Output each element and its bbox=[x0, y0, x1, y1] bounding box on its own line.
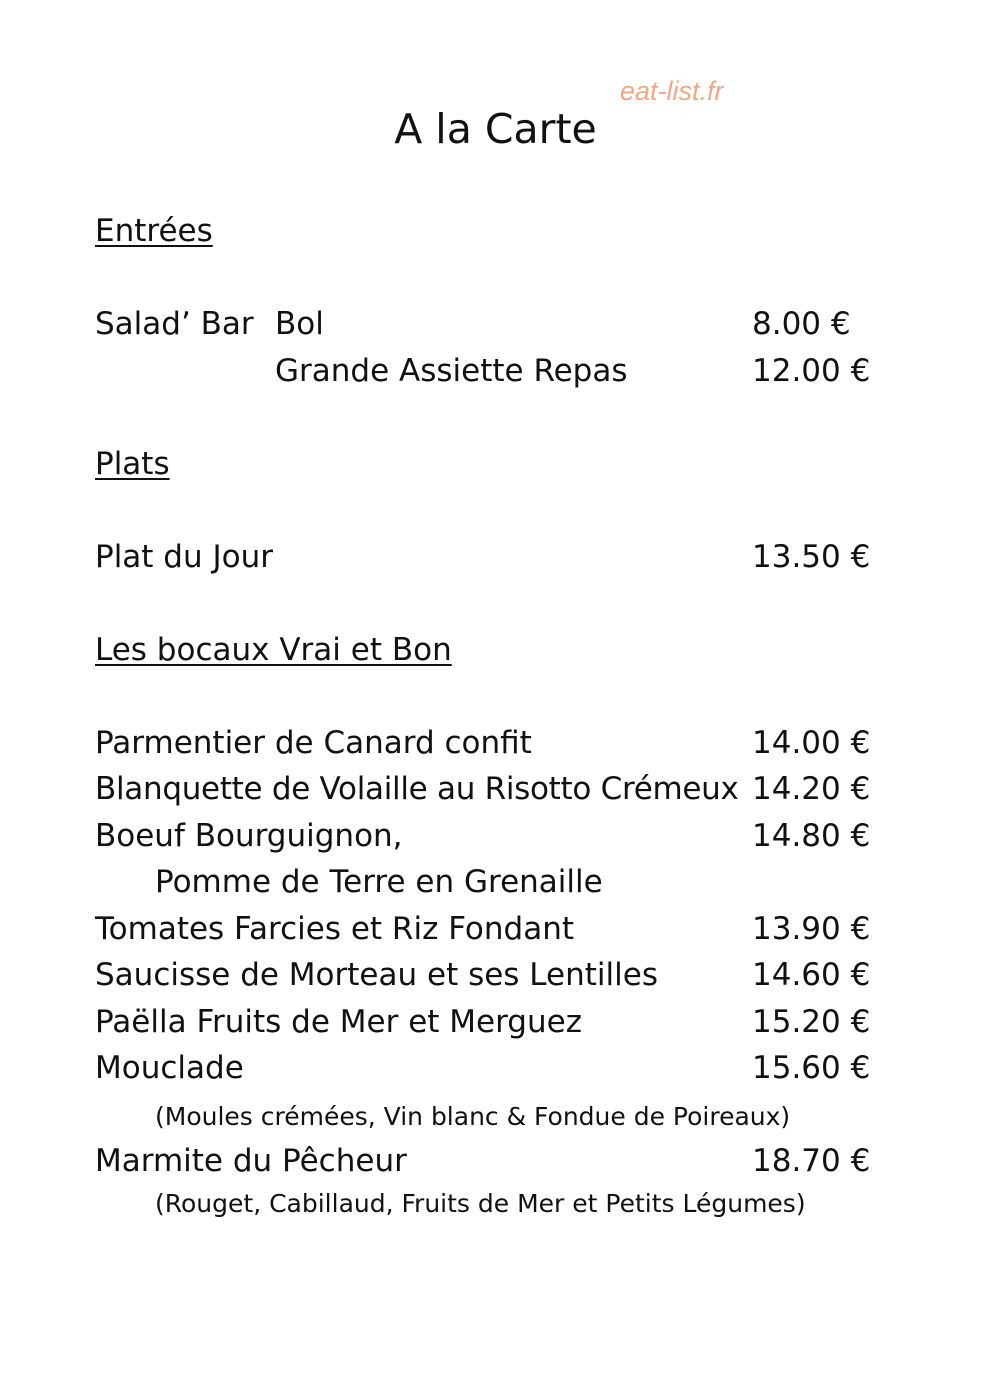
menu-item-continuation: Pomme de Terre en Grenaille bbox=[155, 864, 603, 900]
menu-item-price: 13.90 € bbox=[752, 911, 871, 947]
menu-item-price: 18.70 € bbox=[752, 1143, 871, 1179]
page-title: A la Carte bbox=[394, 105, 597, 153]
menu-item-name: Parmentier de Canard confit bbox=[95, 725, 532, 761]
menu-item-price: 15.20 € bbox=[752, 1004, 871, 1040]
menu-item-name: Marmite du Pêcheur bbox=[95, 1143, 407, 1179]
menu-item-description: (Rouget, Cabillaud, Fruits de Mer et Petits Légumes) bbox=[155, 1189, 806, 1218]
menu-item-option: Grande Assiette Repas bbox=[275, 353, 628, 389]
menu-item-price: 14.00 € bbox=[752, 725, 871, 761]
menu-item-price: 14.60 € bbox=[752, 957, 871, 993]
menu-item-price: 13.50 € bbox=[752, 539, 871, 575]
watermark: eat-list.fr bbox=[620, 76, 724, 106]
menu-item-name: Saucisse de Morteau et ses Lentilles bbox=[95, 957, 658, 993]
menu-item-price: 12.00 € bbox=[752, 353, 871, 389]
menu-item-name: Boeuf Bourguignon, bbox=[95, 818, 403, 854]
menu-item-description: (Moules crémées, Vin blanc & Fondue de Poireaux) bbox=[155, 1102, 791, 1131]
menu-item-price: 15.60 € bbox=[752, 1050, 871, 1086]
menu-item-name: Salad’ Bar bbox=[95, 306, 254, 342]
section-heading-plats: Plats bbox=[95, 446, 170, 482]
menu-item-name: Plat du Jour bbox=[95, 539, 273, 575]
menu-item-name: Mouclade bbox=[95, 1050, 244, 1086]
menu-item-option: Bol bbox=[275, 306, 324, 342]
menu-item-price: 8.00 € bbox=[752, 306, 851, 342]
menu-item-price: 14.80 € bbox=[752, 818, 871, 854]
menu-item-name: Tomates Farcies et Riz Fondant bbox=[95, 911, 575, 947]
section-heading-bocaux: Les bocaux Vrai et Bon bbox=[95, 632, 452, 668]
menu-item-price: 14.20 € bbox=[752, 771, 871, 807]
menu-item-name: Blanquette de Volaille au Risotto Crémeux bbox=[95, 771, 739, 807]
section-heading-entrees: Entrées bbox=[95, 213, 213, 249]
menu-item-name: Paëlla Fruits de Mer et Merguez bbox=[95, 1004, 582, 1040]
